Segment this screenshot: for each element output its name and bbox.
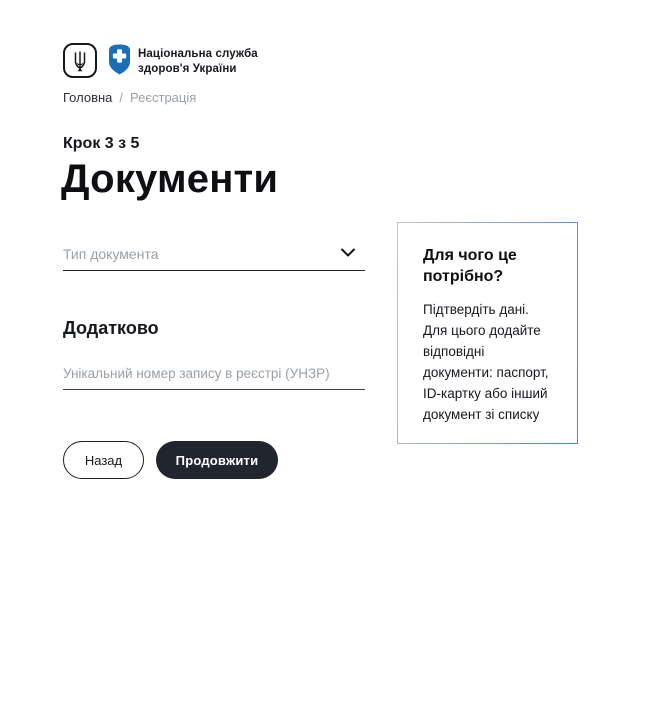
header-logo-row [63,43,258,78]
info-card-title: Для чого це потрібно? [423,247,517,285]
breadcrumb [63,90,196,106]
breadcrumb-current: Реєстрація [130,90,197,105]
page-title: Документи [61,157,279,201]
wizard-buttons [63,441,278,479]
info-card-body: Підтвердіть дані. Для цього додайте відповідні документи: паспорт, ID-картку або інший документ зі списку [423,302,549,422]
unzr-input[interactable] [63,362,365,381]
unzr-field[interactable] [63,362,365,390]
section-additional-heading: Додатково [63,318,159,338]
continue-button[interactable]: Продовжити [156,441,278,479]
trident-glyph [69,49,91,73]
breadcrumb-home-link[interactable]: Головна [63,90,113,105]
org-name-line2: здоров'я України [138,62,237,75]
info-card [397,222,578,444]
breadcrumb-separator: / [119,90,124,105]
health-shield-cross-icon [108,44,131,75]
document-type-input[interactable] [63,243,335,262]
org-name [138,47,258,76]
chevron-down-icon[interactable] [341,248,355,257]
document-type-select[interactable] [63,243,365,271]
ukraine-trident-icon[interactable] [63,43,97,78]
step-indicator: Крок 3 з 5 [63,135,140,152]
org-name-line1: Національна служба [138,48,258,60]
back-button[interactable]: Назад [63,441,144,479]
